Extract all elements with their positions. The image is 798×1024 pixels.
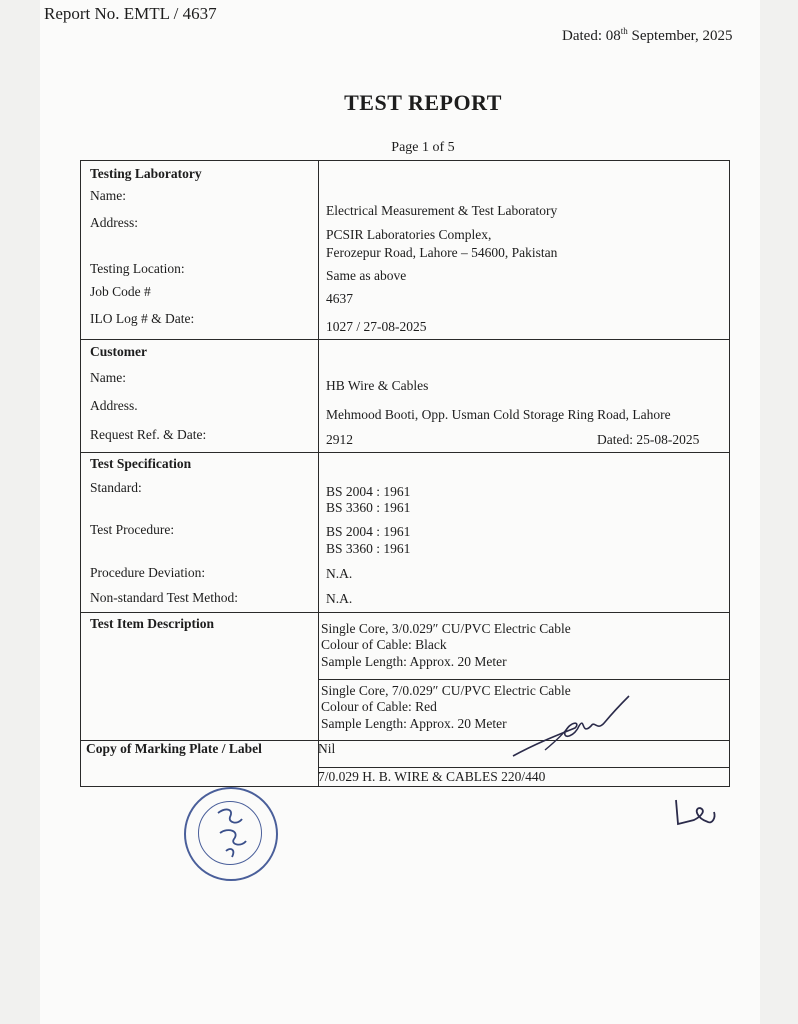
customer-request-date: Dated: 25-08-2025 (597, 432, 700, 447)
customer-request-label: Request Ref. & Date: (90, 427, 207, 442)
lab-job-label: Job Code # (90, 284, 151, 299)
lab-location-label: Testing Location: (90, 261, 185, 276)
lab-address-line2: Ferozepur Road, Lahore – 54600, Pakistan (326, 245, 558, 260)
signature-icon (505, 692, 635, 762)
customer-address-label: Address. (90, 398, 138, 413)
item2-line3: Sample Length: Approx. 20 Meter (321, 716, 507, 731)
lab-name-value: Electrical Measurement & Test Laboratory (326, 203, 558, 218)
lab-job-value: 4637 (326, 291, 353, 306)
spec-heading: Test Specification (90, 456, 192, 471)
customer-name-label: Name: (90, 370, 126, 385)
report-number: Report No. EMTL / 4637 (44, 4, 217, 23)
spec-standard-label: Standard: (90, 480, 142, 495)
spec-nonstd-value: N.A. (326, 591, 353, 606)
item1-line2: Colour of Cable: Black (321, 637, 447, 652)
spec-deviation-label: Procedure Deviation: (90, 565, 206, 580)
lab-heading: Testing Laboratory (90, 166, 202, 181)
page-title: TEST REPORT (344, 90, 502, 115)
spec-deviation-value: N.A. (326, 566, 353, 581)
spec-procedure-1: BS 2004 : 1961 (326, 524, 411, 539)
item1-line3: Sample Length: Approx. 20 Meter (321, 654, 507, 669)
marking-value-nil: Nil (318, 741, 336, 756)
marking-heading: Copy of Marking Plate / Label (86, 741, 262, 756)
initials-icon (672, 796, 720, 832)
customer-name-value: HB Wire & Cables (326, 378, 429, 393)
spec-standard-1: BS 2004 : 1961 (326, 484, 411, 499)
spec-procedure-label: Test Procedure: (90, 522, 175, 537)
items-heading: Test Item Description (90, 616, 214, 631)
spec-nonstd-label: Non-standard Test Method: (90, 590, 239, 605)
lab-ilo-value: 1027 / 27-08-2025 (326, 319, 427, 334)
spec-standard-2: BS 3360 : 1961 (326, 500, 411, 515)
customer-request-ref: 2912 (326, 432, 353, 447)
lab-location-value: Same as above (326, 268, 407, 283)
customer-heading: Customer (90, 344, 147, 359)
report-date: Dated: 08th September, 2025 (562, 26, 733, 44)
marking-value-label: 7/0.029 H. B. WIRE & CABLES 220/440 (318, 769, 546, 784)
lab-address-line1: PCSIR Laboratories Complex, (326, 227, 492, 242)
customer-address-value: Mehmood Booti, Opp. Usman Cold Storage Ring Road, Lahore (326, 407, 671, 422)
lab-ilo-label: ILO Log # & Date: (90, 311, 195, 326)
lab-address-label: Address: (90, 215, 138, 230)
stamp-icon (184, 787, 278, 881)
item2-line2: Colour of Cable: Red (321, 699, 437, 714)
item1-line1: Single Core, 3/0.029″ CU/PVC Electric Cable (321, 621, 571, 636)
spec-procedure-2: BS 3360 : 1961 (326, 541, 411, 556)
lab-name-label: Name: (90, 188, 126, 203)
page-number: Page 1 of 5 (391, 140, 455, 155)
item2-line1: Single Core, 7/0.029″ CU/PVC Electric Cable (321, 683, 571, 698)
